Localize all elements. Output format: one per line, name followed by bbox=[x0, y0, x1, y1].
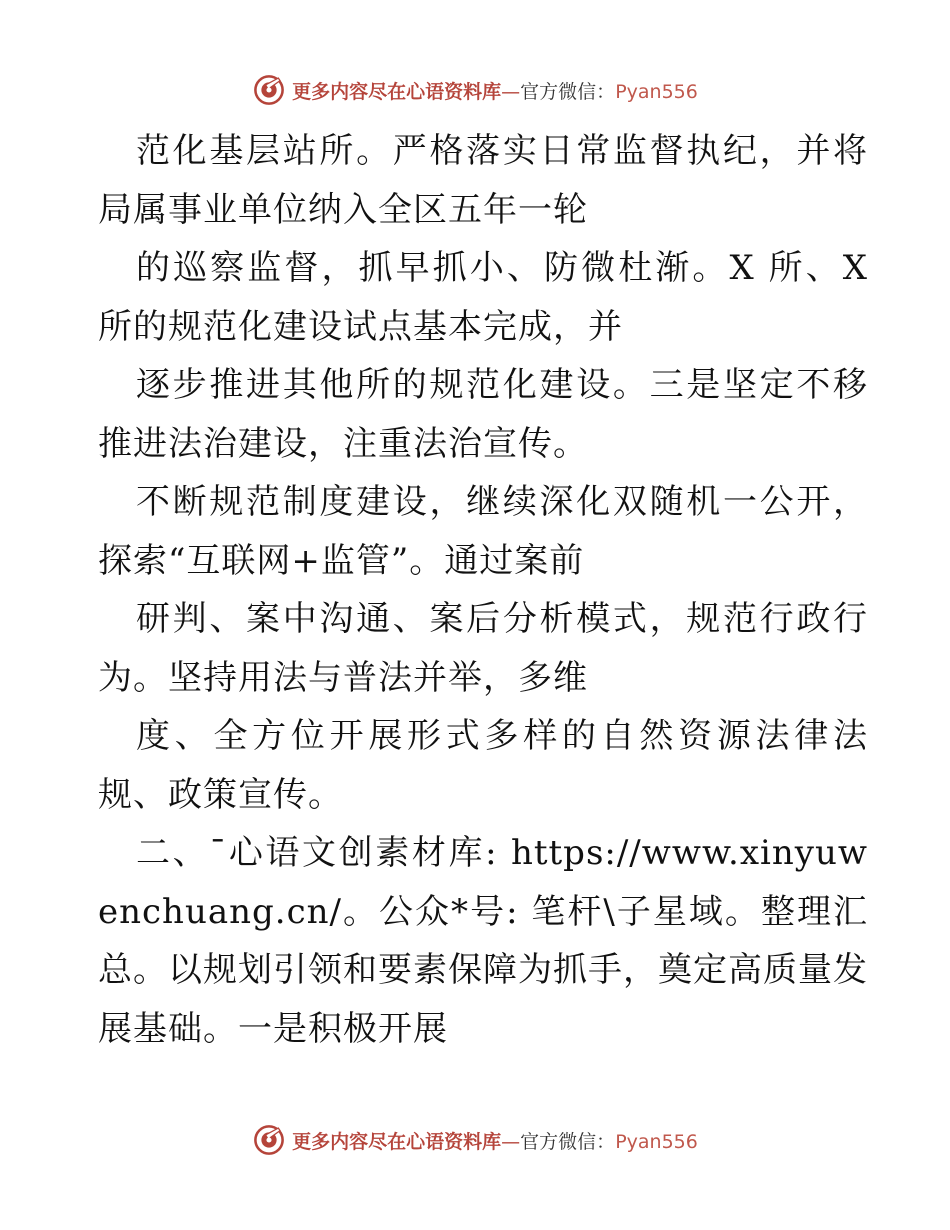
paragraph: 的巡察监督，抓早抓小、防微杜渐。X 所、X 所的规范化建设试点基本完成，并 bbox=[98, 248, 880, 347]
brand-logo-icon bbox=[252, 73, 286, 107]
paragraph: 不断规范制度建设，继续深化双随机一公开，探索“互联网+监管”。通过案前 bbox=[98, 482, 868, 581]
header-wechat-label: 官方微信： bbox=[520, 80, 616, 103]
footer-brand-text: 更多内容尽在心语资料库 bbox=[292, 1130, 502, 1153]
page-footer bbox=[0, 1118, 950, 1162]
header-brand-text: 更多内容尽在心语资料库 bbox=[292, 80, 502, 103]
paragraph: 度、全方位开展形式多样的自然资源法律法规、政策宣传。 bbox=[98, 716, 868, 815]
header-text bbox=[292, 77, 698, 104]
paragraph: 二、¯心语文创素材库: https://www.xinyuwenchuang.cn/。公众*号: 笔杆\子星域。整理汇总。以规划引领和要素保障为抓手，奠定高质量发展基础。一是积极开展 bbox=[98, 833, 868, 1049]
paragraph: 研判、案中沟通、案后分析模式，规范行政行为。坚持用法与普法并举，多维 bbox=[98, 599, 868, 698]
header-wechat-id: Pyan556 bbox=[615, 80, 698, 103]
header-separator: — bbox=[501, 80, 521, 103]
paragraph: 逐步推进其他所的规范化建设。三是坚定不移推进法治建设，注重法治宣传。 bbox=[98, 365, 868, 464]
footer-wechat-id: Pyan556 bbox=[615, 1130, 698, 1153]
document-body bbox=[98, 122, 880, 1058]
page-header bbox=[0, 68, 950, 112]
brand-logo-icon bbox=[252, 1123, 286, 1157]
paragraph: 范化基层站所。严格落实日常监督执纪，并将局属事业单位纳入全区五年一轮 bbox=[98, 131, 868, 230]
footer-text bbox=[292, 1127, 698, 1154]
footer-wechat-label: 官方微信： bbox=[520, 1130, 616, 1153]
footer-separator: — bbox=[501, 1130, 521, 1153]
